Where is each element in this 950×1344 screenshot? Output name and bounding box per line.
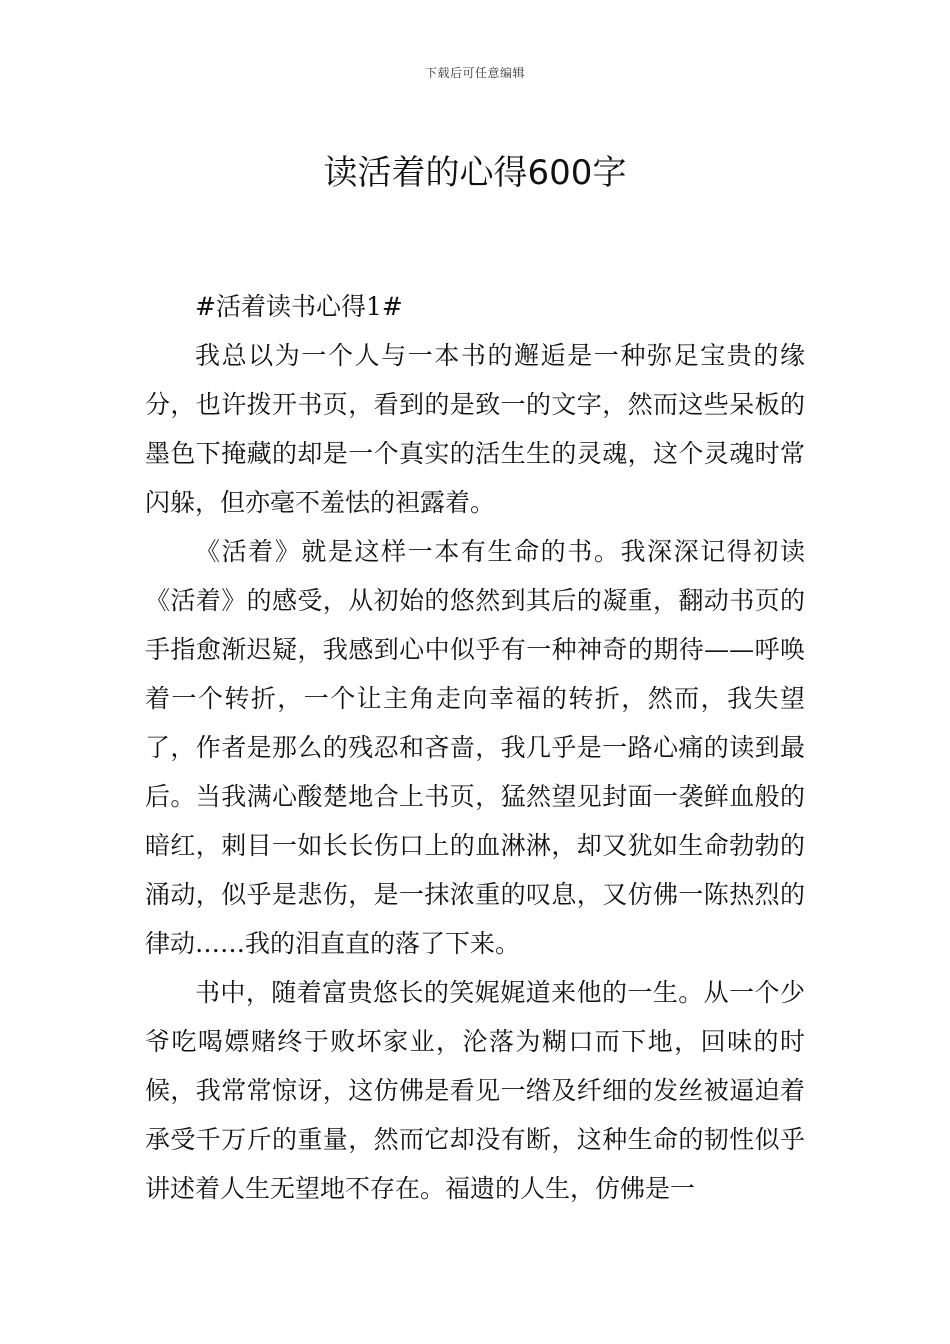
section-heading: #活着读书心得1# <box>195 292 403 321</box>
document-title: 读活着的心得600字 <box>323 152 627 193</box>
paragraph: 书中，随着富贵悠长的笑娓娓道来他的一生。从一个少爷吃喝嫖赌终于败坏家业，沦落为糊口而下地，回味的时候，我常常惊讶，这仿佛是看见一绺及纤细的发丝被逼迫着承受千万斤的重量，然而它却没有断，这种生命的韧性似乎讲述着人生无望地不存在。福遗的人生，仿佛是一 <box>145 978 805 1203</box>
paragraph: 我总以为一个人与一本书的邂逅是一种弥足宝贵的缘分，也许拨开书页，看到的是致一的文字，然而这些呆板的墨色下掩藏的却是一个真实的活生生的灵魂，这个灵魂时常闪躲，但亦毫不羞怯的袒露着。 <box>145 341 805 517</box>
header-note: 下载后可任意编辑 <box>424 66 525 80</box>
paragraph: 《活着》就是这样一本有生命的书。我深深记得初读《活着》的感受，从初始的悠然到其后的凝重，翻动书页的手指愈渐迟疑，我感到心中似乎有一种神奇的期待——呼唤着一个转折，一个让主角走向幸福的转折，然而，我失望了，作者是那么的残忍和吝啬，我几乎是一路心痛的读到最后。当我满心酸楚地合上书页，猛然望见封面一袭鲜血般的暗红，刺目一如长长伤口上的血淋淋，却又犹如生命勃勃的涌动，似乎是悲伤，是一抹浓重的叹息，又仿佛一陈热烈的律动……我的泪直直的落了下来。 <box>145 537 805 958</box>
document-body <box>145 282 805 1213</box>
